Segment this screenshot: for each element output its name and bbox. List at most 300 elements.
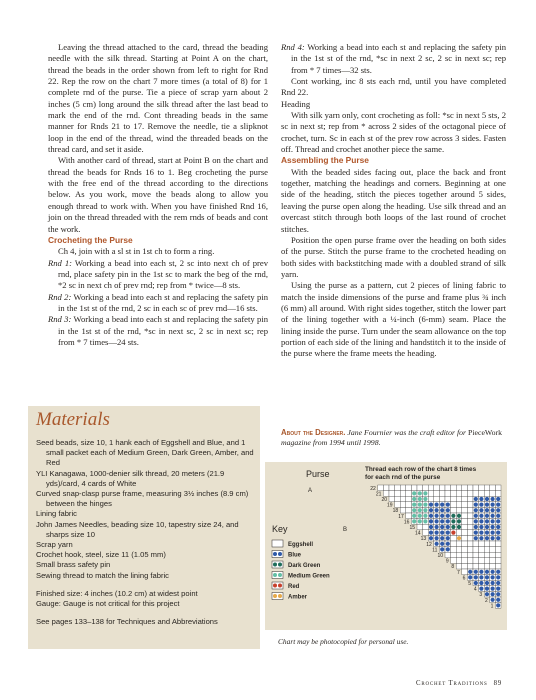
bead bbox=[491, 581, 495, 585]
round-text: Working a bead into each st and replacing the safety pin in the 1st st of the rnd, 2 sc in each sc of prev rnd—16 sts. bbox=[58, 291, 268, 313]
chart-cell bbox=[456, 541, 462, 547]
chart-cell bbox=[389, 496, 395, 502]
material-item: Curved snap-clasp purse frame, measuring 3½ inches (8.9 cm) between the hinges bbox=[36, 489, 249, 509]
bead bbox=[491, 531, 495, 535]
row-label: 8 bbox=[451, 564, 455, 571]
bead bbox=[496, 514, 500, 518]
bead bbox=[485, 570, 489, 574]
chart-cell bbox=[406, 507, 412, 513]
key-label: Red bbox=[288, 584, 300, 590]
round-label: Rnd 4: bbox=[281, 42, 305, 52]
chart-cell bbox=[490, 558, 496, 564]
chart-cell bbox=[473, 541, 479, 547]
bead bbox=[491, 570, 495, 574]
bead bbox=[491, 497, 495, 501]
row-label: 19 bbox=[387, 502, 393, 509]
key-swatch bbox=[272, 540, 283, 547]
material-item: John James Needles, beading size 10, tapestry size 24, and sharps size 10 bbox=[36, 519, 239, 539]
round-text: Working a bead into each st and replacing the safety pin in the 1st st of the rnd, *sc in next 2 sc, 2 sc in next sc; rep from * 7 times—32 sts. bbox=[291, 42, 507, 75]
chart-cell bbox=[451, 535, 457, 541]
key-bead-icon bbox=[273, 573, 277, 577]
bead bbox=[496, 603, 500, 607]
gauge: Gauge: Gauge is not critical for this project bbox=[36, 599, 180, 609]
round-label: Rnd 2: bbox=[48, 291, 72, 302]
bead bbox=[485, 525, 489, 529]
material-item: Seed beads, size 10, 1 hank each of Eggshell and Blue, and 1 small packet each of Medium Green, Dark Green, Amber, and Red bbox=[36, 438, 254, 468]
row-label: 11 bbox=[432, 547, 438, 554]
row-label: 3 bbox=[479, 592, 483, 599]
row-label: 18 bbox=[392, 508, 399, 515]
bead bbox=[496, 570, 500, 574]
bead bbox=[491, 514, 495, 518]
material-item: Sewing thread to match the lining fabric bbox=[36, 570, 169, 580]
row-label: 14 bbox=[415, 530, 421, 537]
chart-cell bbox=[473, 558, 479, 564]
bead bbox=[457, 514, 461, 518]
bead bbox=[440, 531, 444, 535]
chart-cell bbox=[484, 491, 490, 497]
chart-cell bbox=[490, 485, 496, 491]
bead bbox=[440, 503, 444, 507]
row-label: 7 bbox=[457, 569, 460, 576]
bead bbox=[440, 519, 444, 523]
chart-cell bbox=[467, 547, 473, 553]
row-label: 5 bbox=[468, 581, 471, 587]
chart-cell bbox=[467, 491, 473, 497]
chart-cell bbox=[462, 524, 468, 530]
row-label: 10 bbox=[437, 553, 443, 559]
subheading-crocheting: Crocheting the Purse bbox=[48, 234, 133, 245]
chart-cell bbox=[484, 552, 490, 558]
row-label: 4 bbox=[473, 586, 477, 593]
chart-cell bbox=[451, 552, 457, 558]
chart-cell bbox=[467, 530, 473, 536]
bead bbox=[491, 592, 495, 596]
chart-cell bbox=[495, 563, 501, 569]
row-label: 16 bbox=[403, 519, 410, 526]
chart-cell bbox=[462, 519, 468, 525]
designer-heading: About the Designer. bbox=[281, 428, 346, 437]
key-label: Amber bbox=[288, 594, 308, 601]
chart-cell bbox=[495, 485, 501, 491]
chart-cell bbox=[378, 485, 384, 491]
chart-cell bbox=[479, 541, 485, 547]
bead bbox=[474, 575, 478, 579]
bead bbox=[435, 531, 439, 535]
bead bbox=[485, 519, 489, 523]
chart-cell bbox=[490, 541, 496, 547]
chart-cell bbox=[406, 502, 412, 508]
chart-cell bbox=[479, 563, 485, 569]
chart-cell bbox=[451, 541, 457, 547]
chart-cell bbox=[484, 563, 490, 569]
bead bbox=[412, 503, 416, 507]
row-label: 1 bbox=[490, 603, 494, 610]
bead bbox=[446, 508, 450, 512]
bead bbox=[423, 497, 427, 501]
chart-cell bbox=[462, 496, 468, 502]
chart-cell bbox=[445, 552, 451, 558]
paragraph: Ch 4, join with a sl st in 1st ch to form a ring. bbox=[58, 246, 215, 257]
bead bbox=[429, 536, 433, 540]
bead bbox=[474, 581, 478, 585]
key-label: Eggshell bbox=[288, 542, 314, 548]
chart-cell bbox=[400, 502, 406, 508]
bead bbox=[418, 508, 422, 512]
chart-cell bbox=[495, 552, 501, 558]
chart-cell bbox=[462, 530, 468, 536]
chart-caption: Chart may be photocopied for personal use. bbox=[278, 637, 409, 646]
round-text: Working a bead into each st, 2 sc into next ch of prev rnd, place safety pin in the 1st sc to mark the beg of the rnd, *2 sc in next ch of prev rnd; rep from * twice—8 sts. bbox=[58, 257, 268, 291]
bead bbox=[485, 592, 489, 596]
bead bbox=[429, 531, 433, 535]
key-bead-icon bbox=[278, 584, 282, 588]
bead bbox=[485, 497, 489, 501]
chart-cell bbox=[473, 485, 479, 491]
bead bbox=[457, 536, 461, 540]
chart-cell bbox=[467, 535, 473, 541]
key-legend bbox=[272, 540, 330, 601]
chart-cell bbox=[490, 552, 496, 558]
bead bbox=[423, 491, 427, 495]
chart-cell bbox=[423, 530, 429, 536]
heading-label: Heading bbox=[281, 98, 311, 109]
key-bead-icon bbox=[278, 573, 282, 577]
point-a-label: A bbox=[308, 488, 313, 494]
chart-cell bbox=[456, 496, 462, 502]
chart-cell bbox=[456, 558, 462, 564]
bead bbox=[435, 519, 439, 523]
bead bbox=[491, 598, 495, 602]
bead bbox=[418, 514, 422, 518]
bead bbox=[485, 503, 489, 507]
bead bbox=[429, 519, 433, 523]
chart-cell bbox=[479, 552, 485, 558]
designer-text: Jane Fournier was the craft editor for bbox=[345, 428, 469, 437]
chart-cell bbox=[383, 485, 389, 491]
chart-cell bbox=[462, 502, 468, 508]
bead bbox=[485, 536, 489, 540]
bead bbox=[440, 514, 444, 518]
bead bbox=[451, 514, 455, 518]
bead bbox=[496, 503, 500, 507]
paragraph: Leaving the thread attached to the card, thread the beading needle with the silk thread. Starting at Point A on the chart, thread the beads in the order shown from left to right for Rnd 22. Rep the row on the chart 7 more times (a total of 8) for 1 complete rnd of the purse. Tie a piece of scrap yarn about 2 inches (5 cm) long around the silk thread after the last bead to mark the end of the rnd. Cont threading beads in the same manner for Rnds 21 to 17. Remove the needle, tie a slipknot loop in the end of the thread, wind the threaded beads on the thread card, and set it aside. bbox=[48, 42, 268, 155]
chart-cell bbox=[423, 524, 429, 530]
chart-cell bbox=[490, 547, 496, 553]
chart-cell bbox=[428, 496, 434, 502]
bead bbox=[440, 547, 444, 551]
paragraph: Cont working, inc 8 sts each rnd, until you have completed Rnd 22. bbox=[281, 76, 506, 98]
bead bbox=[446, 519, 450, 523]
bead bbox=[440, 542, 444, 546]
chart-cell bbox=[467, 524, 473, 530]
bead bbox=[474, 519, 478, 523]
key-bead-icon bbox=[273, 584, 277, 588]
bead bbox=[496, 508, 500, 512]
bead bbox=[491, 503, 495, 507]
chart-cell bbox=[462, 535, 468, 541]
bead bbox=[485, 531, 489, 535]
bead bbox=[418, 497, 422, 501]
chart-cell bbox=[495, 558, 501, 564]
bead bbox=[479, 514, 483, 518]
chart-cell bbox=[462, 569, 468, 575]
bead bbox=[440, 536, 444, 540]
book-title: Crochet Traditions bbox=[416, 680, 488, 687]
paragraph: With another card of thread, start at Point B on the chart and thread the beads for Rnds 16 to 1. Beg crocheting the purse with the free end of the thread according to the directions below. As you work, move the beads along to allow you enough thread to work with. When you have finished Rnd 16, join on the thread threaded with the rem rnds of beads and cont the work. bbox=[48, 155, 268, 234]
chart-cell bbox=[467, 485, 473, 491]
row-label: 13 bbox=[420, 536, 427, 543]
bead bbox=[479, 531, 483, 535]
round-label: Rnd 1: bbox=[48, 257, 73, 268]
chart-cell bbox=[462, 485, 468, 491]
round-3 bbox=[48, 314, 268, 348]
key-bead-icon bbox=[273, 552, 277, 556]
materials-list bbox=[36, 438, 256, 627]
bead bbox=[485, 514, 489, 518]
chart-note: for each rnd of the purse bbox=[365, 474, 441, 481]
chart-box bbox=[265, 462, 507, 630]
chart-cell bbox=[456, 530, 462, 536]
row-label: 22 bbox=[370, 485, 376, 492]
chart-cell bbox=[462, 563, 468, 569]
chart-cell bbox=[395, 502, 401, 508]
bead bbox=[496, 536, 500, 540]
chart-cell bbox=[417, 524, 423, 530]
row-label: 2 bbox=[485, 597, 488, 604]
chart-cell bbox=[467, 513, 473, 519]
bead bbox=[451, 531, 455, 535]
bead bbox=[479, 587, 483, 591]
chart-cell bbox=[495, 491, 501, 497]
bead bbox=[479, 497, 483, 501]
bead bbox=[491, 525, 495, 529]
bead bbox=[451, 519, 455, 523]
round-4 bbox=[281, 42, 506, 76]
bead bbox=[485, 587, 489, 591]
chart-cell bbox=[395, 485, 401, 491]
bead bbox=[423, 514, 427, 518]
chart-cell bbox=[439, 485, 445, 491]
chart-cell bbox=[484, 485, 490, 491]
material-item: YLI Kanagawa, 1000-denier silk thread, 20 meters (21.9 yds)/card, 4 cards of White bbox=[36, 468, 225, 488]
chart-note: Thread each row of the chart 8 times bbox=[365, 466, 477, 473]
bead bbox=[479, 508, 483, 512]
chart-cell bbox=[490, 491, 496, 497]
paragraph: Using the purse as a pattern, cut 2 pieces of lining fabric to match the inside dimensions of the purse and frame plus ¾ inch (6 mm) all around. With right sides together, stitch the lower part of the lining together with a ¼-inch (6-mm) seam. Place the lining inside the purse. Turn under the seam allowance on the top portion of each side of the lining and handstitch it to the inside of the purse where the frame meets the heading. bbox=[281, 280, 506, 359]
page-footer bbox=[410, 680, 502, 687]
chart-cell bbox=[451, 547, 457, 553]
chart-cell bbox=[423, 485, 429, 491]
chart-cell bbox=[462, 491, 468, 497]
chart-grid bbox=[375, 485, 501, 608]
chart-cell bbox=[484, 558, 490, 564]
round-2 bbox=[48, 292, 268, 315]
chart-cell bbox=[451, 496, 457, 502]
chart-cell bbox=[462, 507, 468, 513]
bead bbox=[479, 570, 483, 574]
key-bead-icon bbox=[278, 563, 282, 567]
row-label: 6 bbox=[462, 575, 466, 582]
chart-cell bbox=[406, 491, 412, 497]
bead bbox=[435, 514, 439, 518]
bead bbox=[485, 581, 489, 585]
chart-cell bbox=[462, 513, 468, 519]
chart-cell bbox=[467, 502, 473, 508]
bead bbox=[468, 570, 472, 574]
paragraph: Position the open purse frame over the heading on both sides of the purse. Stitch the purse frame to the crocheted heading on both sides with backstitching made with a doubled strand of silk yarn. bbox=[281, 234, 506, 279]
bead bbox=[496, 598, 500, 602]
chart-cell bbox=[406, 513, 412, 519]
chart-cell bbox=[479, 547, 485, 553]
bead bbox=[479, 536, 483, 540]
chart-cell bbox=[495, 541, 501, 547]
chart-cell bbox=[479, 485, 485, 491]
chart-cell bbox=[467, 563, 473, 569]
bead bbox=[418, 503, 422, 507]
bead bbox=[446, 514, 450, 518]
chart-cell bbox=[406, 496, 412, 502]
row-label: 21 bbox=[375, 491, 382, 498]
bead bbox=[474, 503, 478, 507]
bead bbox=[435, 525, 439, 529]
materials-box bbox=[28, 406, 260, 649]
bead bbox=[446, 531, 450, 535]
paragraph: With silk yarn only, cont crocheting as foll: *sc in next 5 sts, 2 sc in next st; rep from * across 2 sides of the octagonal piece of crochet, turn. Sc in each st of the prev row across 3 sides. Fasten off. Thread and crochet another piece the same. bbox=[281, 110, 506, 155]
bead bbox=[423, 519, 427, 523]
bead bbox=[491, 519, 495, 523]
point-b-label: B bbox=[343, 527, 348, 533]
chart-cell bbox=[456, 502, 462, 508]
bead bbox=[496, 581, 500, 585]
chart-cell bbox=[395, 496, 401, 502]
bead bbox=[418, 519, 422, 523]
row-label: 12 bbox=[426, 541, 432, 548]
bead bbox=[440, 525, 444, 529]
bead bbox=[474, 508, 478, 512]
chart-cell bbox=[395, 491, 401, 497]
chart-cell bbox=[456, 485, 462, 491]
chart-cell bbox=[473, 491, 479, 497]
bead bbox=[435, 536, 439, 540]
bead bbox=[412, 519, 416, 523]
bead bbox=[479, 503, 483, 507]
key-title: Key bbox=[272, 524, 288, 534]
key-bead-icon bbox=[278, 594, 282, 598]
material-item: Small brass safety pin bbox=[36, 560, 111, 570]
chart-cell bbox=[445, 485, 451, 491]
chart-cell bbox=[451, 502, 457, 508]
bead bbox=[496, 497, 500, 501]
chart-cell bbox=[456, 507, 462, 513]
bead bbox=[496, 587, 500, 591]
bead bbox=[491, 508, 495, 512]
finished-size: Finished size: 4 inches (10.2 cm) at widest point bbox=[36, 588, 198, 598]
paragraph: With the beaded sides facing out, place the back and front together, matching the headings and corners. Beginning at one side of the heading, stitch the pieces together around 5 sides, leaving the purse open along the heading. Use silk thread and an overcast stitch through both loops of the last round of crochet stitches. bbox=[281, 166, 506, 234]
chart-cell bbox=[406, 485, 412, 491]
bead bbox=[412, 491, 416, 495]
bead bbox=[429, 508, 433, 512]
chart-cell bbox=[467, 496, 473, 502]
row-label: 15 bbox=[409, 525, 415, 531]
bead bbox=[479, 519, 483, 523]
bead bbox=[423, 503, 427, 507]
chart-cell bbox=[473, 547, 479, 553]
chart-cell bbox=[479, 558, 485, 564]
key-bead-icon bbox=[273, 594, 277, 598]
chart-cell bbox=[479, 491, 485, 497]
bead bbox=[474, 514, 478, 518]
bead bbox=[474, 570, 478, 574]
chart-cell bbox=[451, 558, 457, 564]
bead bbox=[435, 508, 439, 512]
bead bbox=[435, 503, 439, 507]
subheading-assembling: Assembling the Purse bbox=[281, 155, 369, 166]
designer-note bbox=[281, 428, 506, 449]
row-label: 17 bbox=[398, 513, 404, 520]
bead bbox=[423, 508, 427, 512]
chart-title: Purse bbox=[306, 469, 330, 479]
bead bbox=[468, 575, 472, 579]
key-label: Medium Green bbox=[288, 573, 330, 580]
bead bbox=[457, 525, 461, 529]
round-1 bbox=[48, 258, 268, 292]
chart-cell bbox=[451, 491, 457, 497]
bead bbox=[474, 497, 478, 501]
chart-cell bbox=[467, 507, 473, 513]
bead bbox=[418, 491, 422, 495]
chart-cell bbox=[428, 491, 434, 497]
bead bbox=[479, 575, 483, 579]
chart-cell bbox=[467, 558, 473, 564]
bead bbox=[446, 503, 450, 507]
bead bbox=[440, 508, 444, 512]
chart-cell bbox=[383, 491, 389, 497]
chart-cell bbox=[484, 541, 490, 547]
key-bead-icon bbox=[278, 552, 282, 556]
chart-cell bbox=[462, 552, 468, 558]
bead bbox=[429, 503, 433, 507]
chart-cell bbox=[484, 547, 490, 553]
chart-cell bbox=[428, 485, 434, 491]
bead bbox=[491, 575, 495, 579]
row-label: 20 bbox=[381, 497, 387, 503]
chart-cell bbox=[467, 552, 473, 558]
row-label: 9 bbox=[445, 558, 449, 565]
bead bbox=[412, 497, 416, 501]
bead bbox=[429, 514, 433, 518]
chart-cell bbox=[417, 485, 423, 491]
bead bbox=[496, 519, 500, 523]
see-pages: See pages 133–138 for Techniques and Abbreviations bbox=[36, 617, 218, 627]
chart-cell bbox=[462, 558, 468, 564]
chart-cell bbox=[434, 491, 440, 497]
chart-cell bbox=[445, 491, 451, 497]
bead-chart bbox=[265, 462, 507, 630]
chart-cell bbox=[462, 541, 468, 547]
chart-cell bbox=[400, 485, 406, 491]
chart-cell bbox=[456, 552, 462, 558]
bead bbox=[429, 525, 433, 529]
chart-cell bbox=[389, 485, 395, 491]
chart-cell bbox=[462, 547, 468, 553]
key-label: Blue bbox=[288, 552, 302, 559]
bead bbox=[451, 525, 455, 529]
bead bbox=[496, 575, 500, 579]
material-item: Scrap yarn bbox=[36, 540, 73, 550]
bead bbox=[446, 542, 450, 546]
chart-cell bbox=[400, 491, 406, 497]
